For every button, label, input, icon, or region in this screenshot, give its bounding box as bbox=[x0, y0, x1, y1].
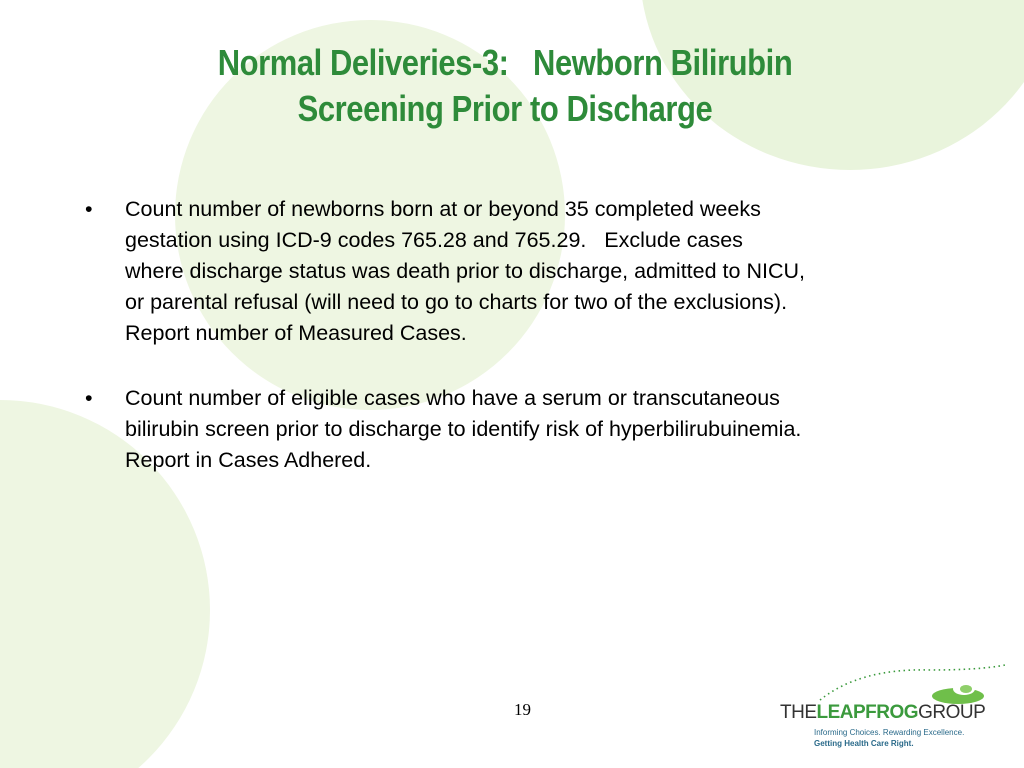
slide-title bbox=[148, 40, 862, 132]
logo-tagline: Informing Choices. Rewarding Excellence. bbox=[814, 728, 965, 737]
bullet-line: gestation using ICD-9 codes 765.28 and 765.29. Exclude cases bbox=[125, 228, 743, 252]
bullet-line: Report in Cases Adhered. bbox=[125, 448, 372, 472]
title-line-1: Normal Deliveries-3: Newborn Bilirubin bbox=[217, 42, 793, 83]
logo-tagline-bold: Getting Health Care Right. bbox=[814, 739, 914, 748]
bullet-line: bilirubin screen prior to discharge to identify risk of hyperbilirubuinemia. bbox=[125, 417, 802, 441]
bullet-line: Count number of eligible cases who have a serum or transcutaneous bbox=[125, 386, 780, 410]
title-line-2: Screening Prior to Discharge bbox=[297, 88, 713, 129]
bullet-line: where discharge status was death prior to discharge, admitted to NICU, bbox=[125, 259, 805, 283]
bullet-text bbox=[125, 383, 945, 476]
bullet-marker: • bbox=[85, 197, 93, 221]
bullet-marker: • bbox=[85, 386, 93, 410]
leapfrog-logo bbox=[780, 660, 1010, 760]
bullet-item bbox=[85, 383, 945, 476]
bullet-item bbox=[85, 194, 945, 349]
bullet-text bbox=[125, 194, 945, 349]
logo-wordmark: THELEAPFROGGROUP bbox=[780, 702, 986, 723]
page-number: 19 bbox=[514, 700, 531, 719]
bullet-line: Report number of Measured Cases. bbox=[125, 321, 467, 345]
bullet-line: or parental refusal (will need to go to charts for two of the exclusions). bbox=[125, 290, 788, 314]
bullet-line: Count number of newborns born at or beyond 35 completed weeks bbox=[125, 197, 761, 221]
bullet-list bbox=[85, 194, 945, 510]
